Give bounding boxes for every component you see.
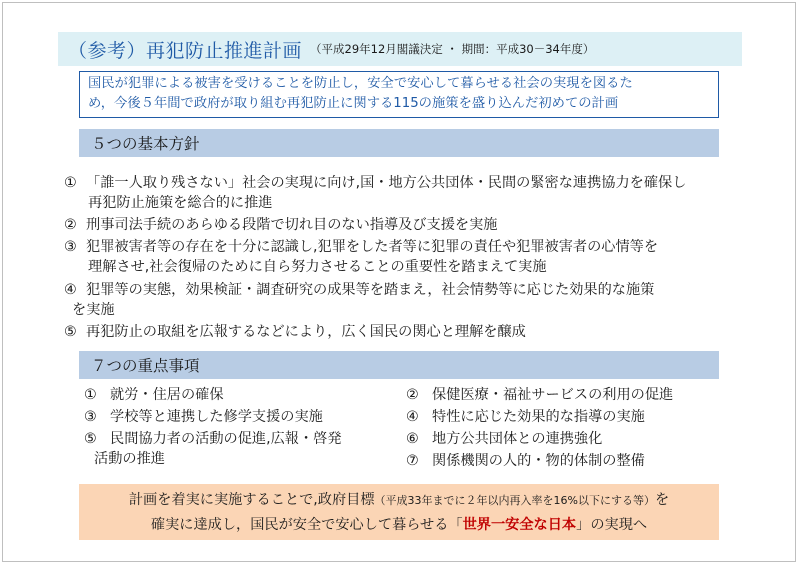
policy-text: 犯罪等の実態，効果検証・調査研究の成果等を踏まえ，社会情勢等に応じた効果的な施策 <box>86 282 655 298</box>
priority-text: 民間協力者の活動の促進,広報・啓発 <box>110 431 342 447</box>
priority-text-cont: 活動の推進 <box>94 451 165 467</box>
priority-text: 地方公共団体との連携強化 <box>432 431 603 447</box>
policy-number: ④ <box>64 282 77 298</box>
policy-text-cont: を実施 <box>72 302 115 318</box>
title-bar <box>58 32 742 66</box>
policy-item <box>64 215 764 235</box>
basic-policies-heading: ５つの基本方針 <box>79 129 719 157</box>
priority-number: ⑥ <box>406 431 419 447</box>
priority-number: ① <box>84 387 97 403</box>
priority-item <box>84 429 342 469</box>
priority-item <box>84 407 323 427</box>
priority-item <box>406 385 673 405</box>
page-title: （参考）再犯防止推進計画 <box>68 39 303 62</box>
policy-text-cont: 再犯防止施策を総合的に推進 <box>88 195 273 211</box>
goal-line-1 <box>79 488 719 513</box>
priority-item <box>406 451 645 471</box>
goal-text: 」の実現へ <box>576 517 648 533</box>
policy-text: 「誰一人取り残さない」社会の実現に向け,国・地方公共団体・民間の緊密な連携協力を確保し <box>86 175 687 191</box>
intro-line: め，今後５年間で政府が取り組む再犯防止に関する115の施策を盛り込んだ初めての計画 <box>88 96 619 111</box>
priority-number: ③ <box>84 409 97 425</box>
policy-number: ② <box>64 217 77 233</box>
intro-box <box>79 71 719 118</box>
goal-text: を <box>654 492 670 508</box>
priority-text: 関係機関の人的・物的体制の整備 <box>432 453 645 469</box>
priority-text: 特性に応じた効果的な指導の実施 <box>432 409 645 425</box>
priority-item <box>406 407 645 427</box>
goal-banner <box>79 484 719 540</box>
goal-line-2 <box>79 513 719 537</box>
page-subtitle: （平成29年12月閣議決定 ・ 期間：平成30－34年度） <box>310 42 595 56</box>
goal-text: 計画を着実に実施することで,政府目標 <box>128 492 375 508</box>
priority-text: 保健医療・福祉サービスの利用の促進 <box>432 387 674 403</box>
policy-text-cont: 理解させ,社会復帰のために自ら努力させることの重要性を踏まえて実施 <box>88 259 547 275</box>
goal-emphasis: 世界一安全な日本 <box>462 517 577 533</box>
policy-item <box>64 173 764 213</box>
policy-text: 刑事司法手続のあらゆる段階で切れ目のない指導及び支援を実施 <box>86 217 498 233</box>
policy-number: ③ <box>64 239 77 255</box>
priority-item <box>406 429 602 449</box>
priority-number: ⑦ <box>406 453 419 469</box>
priority-number: ⑤ <box>84 431 97 447</box>
goal-note: （平成33年までに２年以内再入率を16%以下にする等） <box>374 494 655 507</box>
priority-number: ④ <box>406 409 419 425</box>
policy-item <box>64 280 764 320</box>
priorities-heading: ７つの重点事項 <box>79 351 719 379</box>
priority-text: 学校等と連携した修学支援の実施 <box>110 409 323 425</box>
priority-number: ② <box>406 387 419 403</box>
intro-line: 国民が犯罪による被害を受けることを防止し，安全で安心して暮らせる社会の実現を図るた <box>88 76 633 91</box>
goal-text: 確実に達成し，国民が安全で安心して暮らせる「 <box>150 517 463 533</box>
policy-number: ① <box>64 175 77 191</box>
policy-item <box>64 237 764 277</box>
policy-number: ⑤ <box>64 324 77 340</box>
policy-item <box>64 322 764 342</box>
priority-item <box>84 385 224 405</box>
policy-text: 再犯防止の取組を広報するなどにより，広く国民の関心と理解を醸成 <box>86 324 526 340</box>
priority-text: 就労・住居の確保 <box>110 387 224 403</box>
policy-text: 犯罪被害者等の存在を十分に認識し,犯罪をした者等に犯罪の責任や犯罪被害者の心情等を <box>86 239 659 255</box>
